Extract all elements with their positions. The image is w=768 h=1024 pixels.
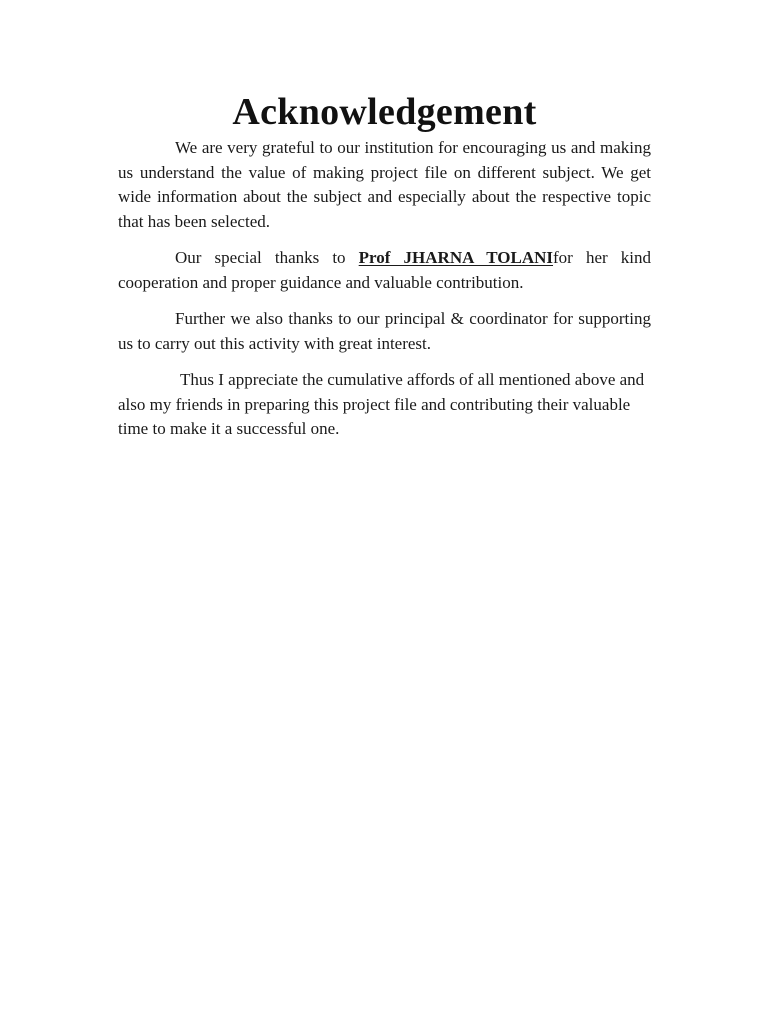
paragraph-professor-thanks	[118, 246, 651, 295]
page-title: Acknowledgement	[232, 91, 537, 133]
paragraph-professor-thanks-intro: Our special thanks to	[175, 248, 359, 267]
paragraph-friends-thanks: Thus I appreciate the cumulative affords of all mentioned above and also my friends in preparing this project file and contributing their valuable time to make it a successful one.	[118, 370, 645, 438]
paragraph-professor-thanks-rest: for her kind cooperation and proper guidance and valuable contribution.	[118, 248, 651, 292]
document-page	[118, 88, 651, 442]
paragraph-institution-thanks: We are very grateful to our institution for encouraging us and making us understand the value of making project file on different subject. We get wide information about the subject and especially about the respective topic that has been selected.	[118, 138, 651, 231]
paragraph-principal-thanks: Further we also thanks to our principal & coordinator for supporting us to carry out this activity with great interest.	[118, 309, 651, 353]
professor-name: Prof JHARNA TOLANI	[358, 248, 554, 267]
